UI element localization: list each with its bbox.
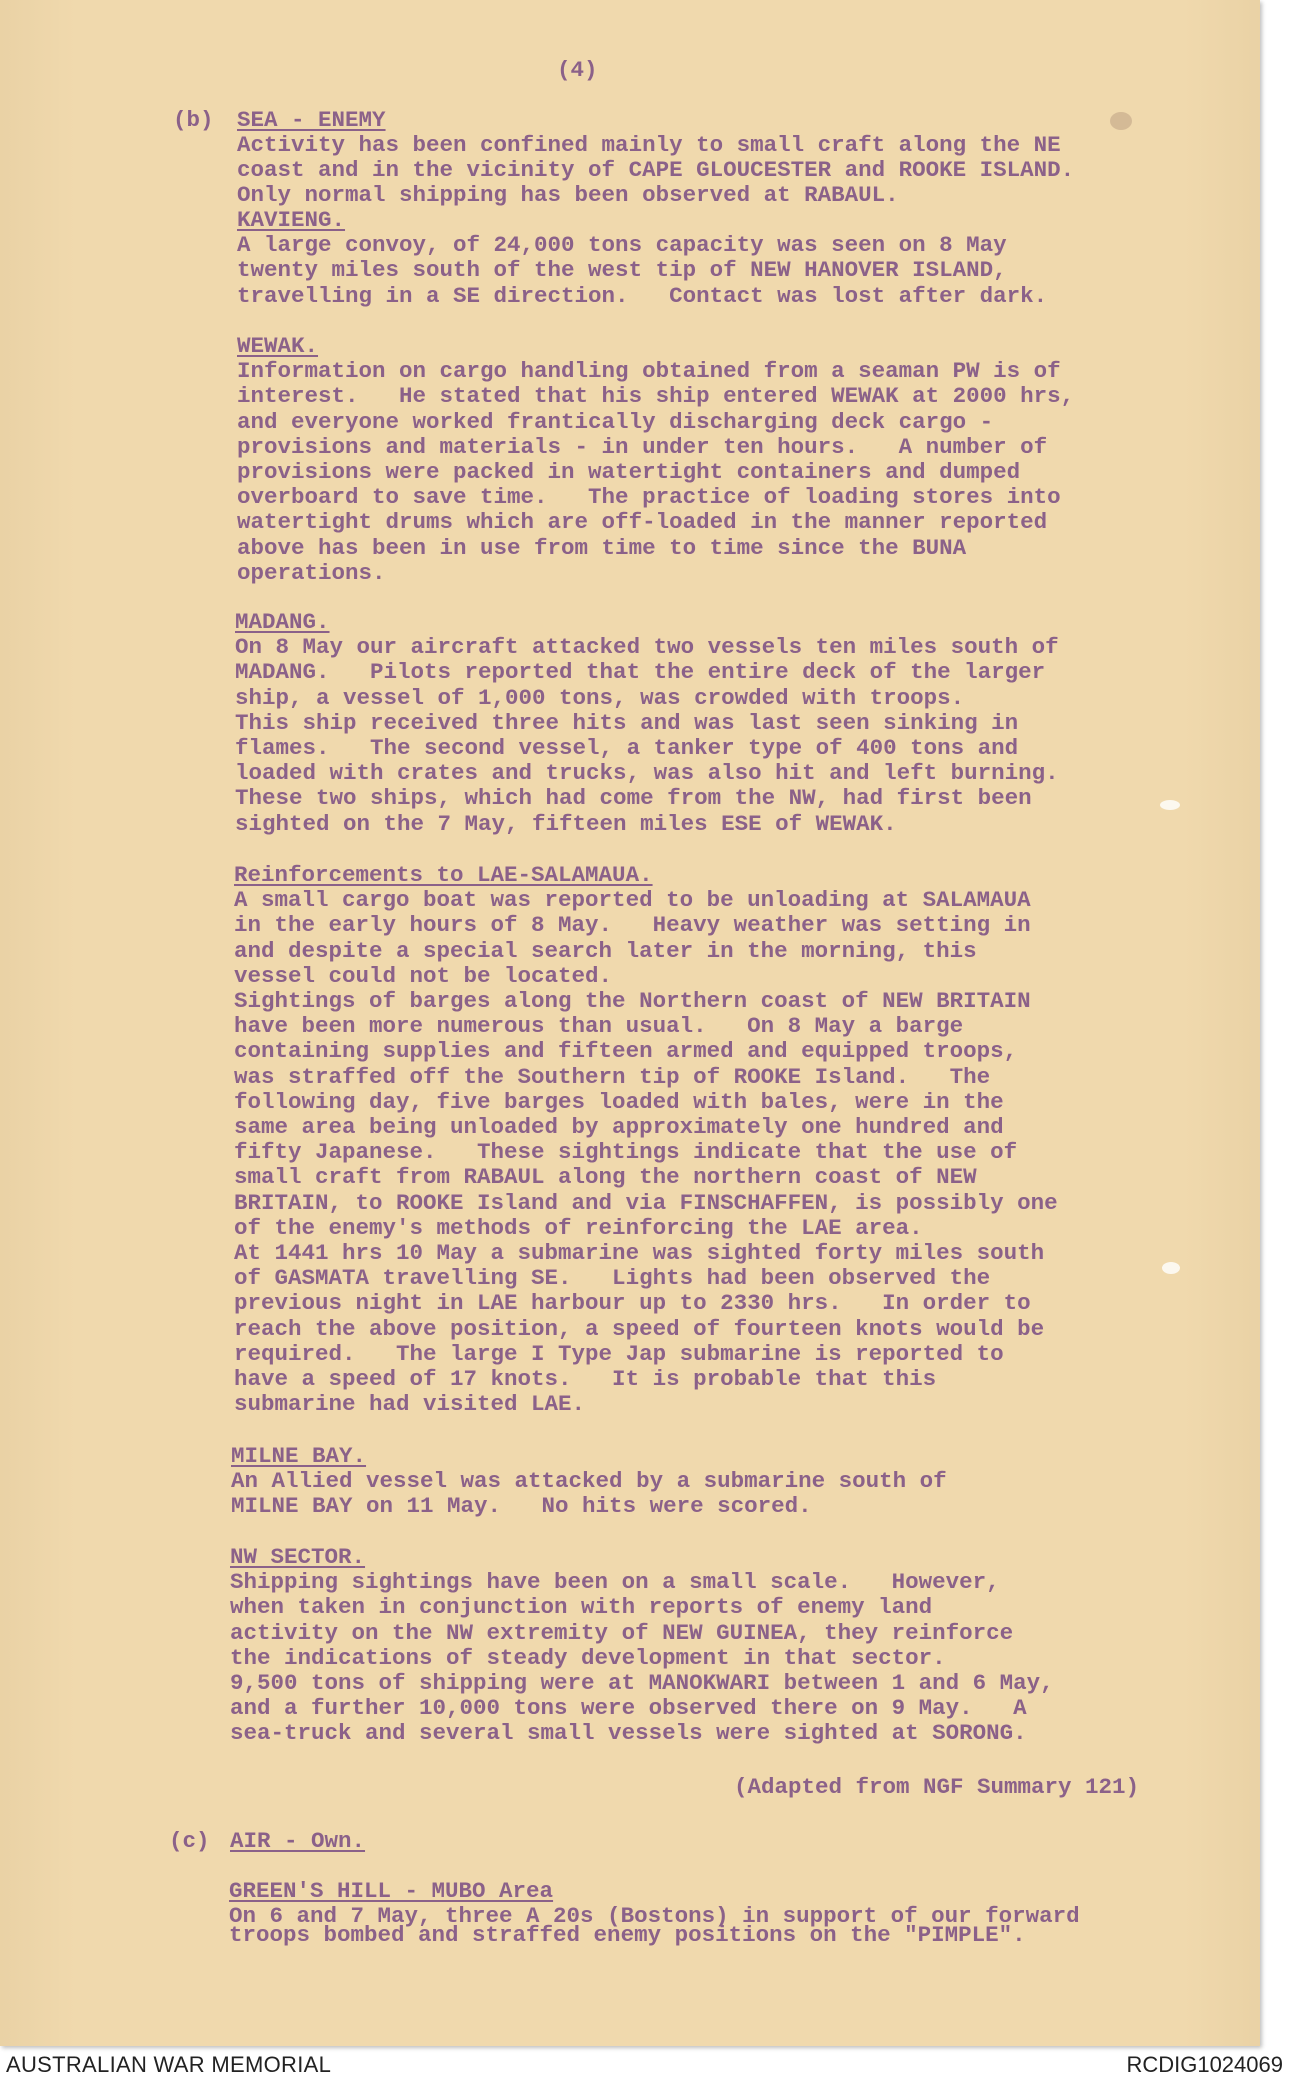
text-line: previous night in LAE harbour up to 2330 hrs. In order to xyxy=(234,1290,1031,1317)
nw-sector-heading: NW SECTOR. xyxy=(230,1544,366,1570)
paper-tear xyxy=(1162,1262,1180,1274)
text-line: MADANG. Pilots reported that the entire deck of the larger xyxy=(235,659,1046,686)
text-line: MILNE BAY on 11 May. No hits were scored. xyxy=(231,1493,812,1520)
paper-tear xyxy=(1160,800,1180,810)
text-line: This ship received three hits and was last seen sinking in xyxy=(235,709,1019,736)
section-b-intro xyxy=(237,133,1074,209)
wewak-heading: WEWAK. xyxy=(237,333,319,359)
text-line: submarine had visited LAE. xyxy=(234,1391,586,1418)
text-line: Information on cargo handling obtained from a seaman PW is of xyxy=(237,358,1061,385)
madang-heading: MADANG. xyxy=(235,609,330,635)
text-line: interest. He stated that his ship entered WEWAK at 2000 hrs, xyxy=(237,383,1075,410)
text-line: A small cargo boat was reported to be unloading at SALAMAUA xyxy=(234,887,1031,914)
section-b-heading: SEA - ENEMY xyxy=(237,107,386,133)
nw-sector-paragraph xyxy=(230,1545,1054,1747)
text-line: BRITAIN, to ROOKE Island and via FINSCHAFFEN, is possibly one xyxy=(234,1189,1058,1216)
text-line: provisions were packed in watertight containers and dumped xyxy=(237,459,1021,486)
text-line: Shipping sightings have been on a small scale. However, xyxy=(230,1569,1000,1596)
wewak-paragraph xyxy=(237,334,1074,586)
text-line: An Allied vessel was attacked by a submarine south of xyxy=(231,1468,947,1495)
reinforcements-heading: Reinforcements to LAE-SALAMAUA. xyxy=(234,862,653,888)
text-line: small craft from RABAUL along the northern coast of NEW xyxy=(234,1164,977,1191)
madang-paragraph xyxy=(235,610,1059,837)
text-line: same area being unloaded by approximately one hundred and xyxy=(234,1114,1004,1141)
text-line: when taken in conjunction with reports of enemy land xyxy=(230,1594,933,1621)
text-line: Only normal shipping has been observed at RABAUL. xyxy=(237,182,899,209)
kavieng-heading: KAVIENG. xyxy=(237,207,346,233)
text-line: of the enemy's methods of reinforcing the LAE area. xyxy=(234,1214,923,1241)
text-line: twenty miles south of the west tip of NEW HANOVER ISLAND, xyxy=(237,257,1007,284)
paper-stain xyxy=(1110,112,1132,130)
milne-bay-heading: MILNE BAY. xyxy=(231,1443,367,1469)
source-note: (Adapted from NGF Summary 121) xyxy=(734,1774,1140,1800)
reinforcements-paragraph xyxy=(234,863,1058,1417)
kavieng-paragraph xyxy=(237,208,1047,309)
text-line: have a speed of 17 knots. It is probable that this xyxy=(234,1366,937,1393)
text-line: reach the above position, a speed of fourteen knots would be xyxy=(234,1315,1045,1342)
text-line: in the early hours of 8 May. Heavy weather was setting in xyxy=(234,912,1031,939)
footer-record-id: RCDIG1024069 xyxy=(1126,2052,1283,2077)
text-line: A large convoy, of 24,000 tons capacity was seen on 8 May xyxy=(237,232,1007,259)
text-line: containing supplies and fifteen armed and equipped troops, xyxy=(234,1038,1018,1065)
text-line: Activity has been confined mainly to small craft along the NE xyxy=(237,132,1061,158)
page-number: (4) xyxy=(557,57,598,83)
text-line: 9,500 tons of shipping were at MANOKWARI between 1 and 6 May, xyxy=(230,1670,1054,1697)
text-line: At 1441 hrs 10 May a submarine was sighted forty miles south xyxy=(234,1240,1045,1267)
text-line: sea-truck and several small vessels were sighted at SORONG. xyxy=(230,1720,1027,1747)
text-line: required. The large I Type Jap submarine is reported to xyxy=(234,1340,1004,1367)
text-line: overboard to save time. The practice of loading stores into xyxy=(237,484,1061,511)
text-line: vessel could not be located. xyxy=(234,962,613,989)
text-line: On 8 May our aircraft attacked two vessels ten miles south of xyxy=(235,634,1059,661)
greens-hill-heading: GREEN'S HILL - MUBO Area xyxy=(229,1878,554,1904)
text-line: and despite a special search later in the morning, this xyxy=(234,937,977,964)
text-line: of GASMATA travelling SE. Lights had been observed the xyxy=(234,1265,991,1292)
text-line: On 6 and 7 May, three A 20s (Bostons) in support of our forward xyxy=(229,1903,1080,1930)
text-line: was straffed off the Southern tip of ROOKE Island. The xyxy=(234,1063,991,1090)
text-line: flames. The second vessel, a tanker type of 400 tons and xyxy=(235,735,1019,762)
section-c-marker: (c) xyxy=(169,1828,210,1854)
text-line: travelling in a SE direction. Contact was lost after dark. xyxy=(237,282,1048,309)
text-line: Sightings of barges along the Northern coast of NEW BRITAIN xyxy=(234,988,1031,1015)
text-line: following day, five barges loaded with bales, were in the xyxy=(234,1088,1004,1115)
text-line: and everyone worked frantically discharging deck cargo - xyxy=(237,408,994,435)
section-c-heading: AIR - Own. xyxy=(230,1828,366,1854)
text-line: These two ships, which had come from the NW, had first been xyxy=(235,785,1032,812)
text-line: ship, a vessel of 1,000 tons, was crowded with troops. xyxy=(235,684,965,711)
footer-institution: AUSTRALIAN WAR MEMORIAL xyxy=(6,2052,332,2077)
text-line: operations. xyxy=(237,559,386,586)
text-line: watertight drums which are off-loaded in the manner reported xyxy=(237,509,1048,536)
text-line: loaded with crates and trucks, was also hit and left burning. xyxy=(235,760,1059,787)
text-line: provisions and materials - in under ten hours. A number of xyxy=(237,433,1048,460)
text-line: and a further 10,000 tons were observed there on 9 May. A xyxy=(230,1695,1027,1722)
text-line: have been more numerous than usual. On 8 May a barge xyxy=(234,1013,964,1040)
milne-bay-paragraph xyxy=(231,1444,947,1520)
section-b-marker: (b) xyxy=(173,107,214,133)
text-line: activity on the NW extremity of NEW GUINEA, they reinforce xyxy=(230,1619,1014,1646)
text-line: fifty Japanese. These sightings indicate that the use of xyxy=(234,1139,1018,1166)
text-line: sighted on the 7 May, fifteen miles ESE of WEWAK. xyxy=(235,810,897,837)
text-line: troops bombed and straffed enemy positions on the "PIMPLE". xyxy=(229,1922,1026,1949)
text-line: above has been in use from time to time since the BUNA xyxy=(237,534,967,561)
text-line: coast and in the vicinity of CAPE GLOUCESTER and ROOKE ISLAND. xyxy=(237,157,1075,184)
archive-footer xyxy=(0,2048,1291,2081)
text-line: the indications of steady development in that sector. xyxy=(230,1644,946,1671)
section-c-paragraph xyxy=(229,1879,1080,1949)
